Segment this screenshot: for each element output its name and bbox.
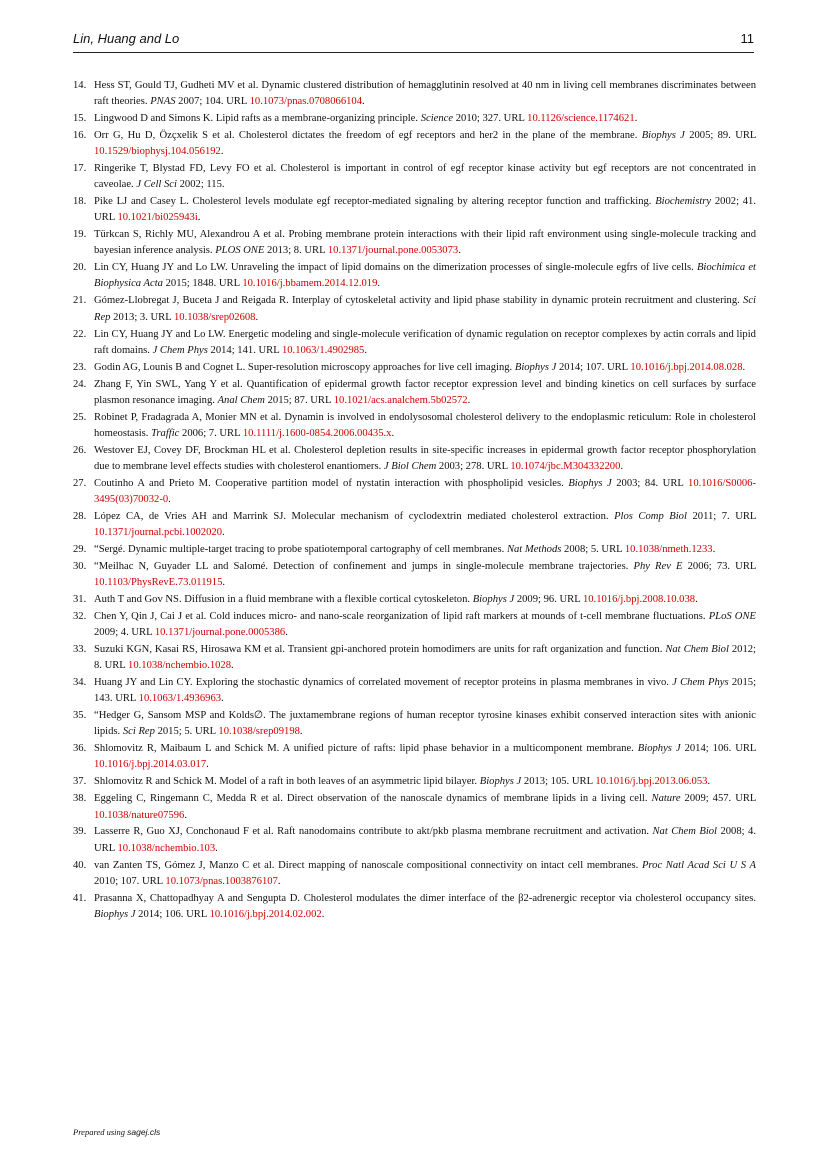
reference-journal: J Biol Chem <box>383 460 437 472</box>
reference-authors: Prasanna X, Chattopadhyay A and Sengupta D. <box>94 892 301 904</box>
reference-authors: Ringerike T, Blystad FD, Levy FO et al. <box>94 163 277 175</box>
reference-number: 26. <box>73 444 87 456</box>
reference-authors: Coutinho A and Prieto M. <box>94 477 211 489</box>
reference-item: 23. Godin AG, Lounis B and Cognet L. Super-resolution microscopy approaches for live cell imaging. Biophys J 2014; 107. URL 10.1016/j.bpj.2014.08.028. <box>73 360 756 376</box>
reference-journal: Nat Chem Biol <box>665 644 729 656</box>
reference-title: Direct mapping of nanoscale compositional connectivity on intact cell membranes. <box>278 859 639 871</box>
reference-doi-link[interactable]: 10.1038/nmeth.1233 <box>624 543 713 555</box>
reference-doi-link[interactable]: 10.1371/journal.pcbi.1002020 <box>94 527 222 538</box>
reference-title: Probing membrane protein interactions with their lipid raft environment using single-molecule tracking and bayesian inference analysis. <box>94 229 756 257</box>
reference-number: 36. <box>73 743 87 755</box>
reference-details: 2003; 84. URL <box>616 477 684 489</box>
reference-authors: Robinet P, Fradagrada A, Monier MN et al. <box>94 411 282 423</box>
reference-details: 2014; 106. URL <box>684 743 756 755</box>
reference-journal: Biophys J <box>568 477 612 489</box>
reference-item: 32. Chen Y, Qin J, Cai J et al. Cold induces micro- and nano-scale reorganization of lipid raft markers at mounds of t-cell membrane fluctuations. PLoS ONE 2009; 4. URL 10.1371/journal.pone.0005386. <box>73 611 756 639</box>
reference-details: 2002; 41. URL <box>94 196 757 224</box>
reference-journal: Nat Methods <box>506 543 562 555</box>
reference-details: 2015; 5. URL <box>157 726 216 738</box>
reference-doi-link[interactable]: 10.1063/1.4936963 <box>138 693 222 705</box>
reference-title: Cold induces micro- and nano-scale reorganization of lipid raft markers at mounds of t-cell membrane fluctuations. <box>209 611 706 623</box>
reference-title: Dynamin is involved in endolysosomal cholesterol delivery to the endoplasmic reticulum: Role in cholesterol homeostasis. <box>94 411 756 439</box>
reference-item: 24. Zhang F, Yin SWL, Yang Y et al. Quantification of epidermal growth factor receptor expression level and binding kinetics on cell surfaces by surface plasmon resonance imaging. Anal Chem 2015; 87. URL 10.1021/acs.analchem.5b02572. <box>73 378 757 406</box>
reference-title: Unraveling the impact of lipid domains on the dimerization processes of single-molecule egfrs of live cells. <box>230 262 694 274</box>
reference-doi-link[interactable]: 10.1016/j.bpj.2014.03.017 <box>94 759 207 771</box>
reference-doi-link[interactable]: 10.1016/S0006-3495(03)70032-0 <box>94 477 757 505</box>
reference-doi-link[interactable]: 10.1371/journal.pone.0053073 <box>327 245 459 257</box>
reference-item: 36. Shlomovitz R, Maibaum L and Schick M. A unified picture of rafts: lipid phase behavior in a multicomponent membrane. Biophys J 2014; 106. URL 10.1016/j.bpj.2014.03.017. <box>73 743 756 771</box>
reference-journal: Biophys J <box>479 776 522 788</box>
reference-details: 2006; 7. URL <box>182 427 241 439</box>
reference-number: 31. <box>73 594 87 606</box>
reference-title: Cholesterol depletion results in site-specific increases in epidermal growth factor receptor phosphorylation due to membrane level effects studies with cholesterol enantiomers. <box>94 444 756 472</box>
reference-doi-link[interactable]: 10.1529/biophysj.104.056192 <box>94 146 221 158</box>
reference-details: 2010; 107. URL <box>94 875 163 887</box>
reference-details: 2013; 3. URL <box>113 311 172 323</box>
reference-number: 24. <box>73 378 87 390</box>
reference-item: 28. López CA, de Vries AH and Marrink SJ. Molecular mechanism of cyclodextrin mediated cholesterol extraction. Plos Comp Biol 2011; 7. URL 10.1371/journal.pcbi.1002020. <box>73 510 756 538</box>
reference-details: 2013; 105. URL <box>523 776 593 788</box>
reference-authors: Auth T and Gov NS. <box>94 594 182 606</box>
reference-list <box>73 78 756 924</box>
reference-number: 41. <box>73 892 87 904</box>
reference-item: 26. Westover EJ, Covey DF, Brockman HL et al. Cholesterol depletion results in site-specific increases in epidermal growth factor receptor phosphorylation due to membrane level effects studies with cholesterol enantiomers. J Biol Chem 2003; 278. URL 10.1074/jbc.M304332200. <box>73 444 756 472</box>
reference-details: 2007; 104. URL <box>178 96 247 108</box>
reference-item: 19. Türkcan S, Richly MU, Alexandrou A et al. Probing membrane protein interactions with their lipid raft environment using single-molecule tracking and bayesian inference analysis. PLOS ONE 2013; 8. URL 10.1371/journal.pone.0053073. <box>73 229 756 257</box>
reference-authors: Zhang F, Yin SWL, Yang Y et al. <box>94 378 243 390</box>
reference-number: 30. <box>73 560 87 572</box>
reference-number: 15. <box>73 113 87 125</box>
reference-details: 2005; 89. URL <box>689 130 756 142</box>
reference-journal: Biophys J <box>514 361 557 373</box>
reference-journal: Sci Rep <box>122 726 155 738</box>
reference-journal: Biophys J <box>472 594 515 606</box>
reference-item <box>73 161 756 193</box>
reference-title: Raft nanodomains contribute to akt/pkb plasma membrane recruitment and activation. <box>277 826 650 838</box>
reference-journal: Sci Rep <box>94 295 756 323</box>
reference-details: 2009; 457. URL <box>684 793 756 805</box>
reference-authors: Gómez-Llobregat J, Buceta J and Reigada R. <box>94 295 289 307</box>
reference-authors: Türkcan S, Richly MU, Alexandrou A et al. <box>94 229 285 241</box>
reference-doi-link[interactable]: 10.1021/bi025943i <box>117 212 198 224</box>
reference-item: 14. Hess ST, Gould TJ, Gudheti MV et al. Dynamic clustered distribution of hemagglutinin resolved at 40 nm in living cell membranes discriminates between raft theories. PNAS 2007; 104. URL 10.1073/pnas.0708066104. <box>73 80 756 108</box>
reference-number: 20. <box>73 262 87 274</box>
reference-authors: “Sergé. <box>94 543 126 555</box>
reference-details: 2014; 106. URL <box>138 908 207 920</box>
reference-item: 21. Gómez-Llobregat J, Buceta J and Reigada R. Interplay of cytoskeletal activity and lipid phase stability in dynamic protein recruitment and clustering. Sci Rep 2013; 3. URL 10.1038/srep02608. <box>73 295 756 323</box>
reference-number: 40. <box>73 859 87 871</box>
reference-details: 2015; 1848. URL <box>165 278 240 290</box>
reference-item: 41. Prasanna X, Chattopadhyay A and Sengupta D. Cholesterol modulates the dimer interface of the β2-adrenergic receptor via cholesterol occupancy sites. Biophys J 2014; 106. URL 10.1016/j.bpj.2014.02.002. <box>73 892 756 920</box>
reference-details: 2012; 8. URL <box>94 644 756 672</box>
reference-number: 25. <box>73 411 87 423</box>
header-rule <box>73 52 754 53</box>
reference-journal: Traffic <box>151 427 180 439</box>
reference-doi-link[interactable]: 10.1016/j.bpj.2013.06.053 <box>595 776 708 788</box>
reference-journal: PLOS ONE <box>215 245 265 257</box>
reference-journal: Biophys J <box>637 743 681 755</box>
reference-title: Direct observation of the nanoscale dynamics of membrane lipids in a living cell. <box>286 793 648 805</box>
reference-number: 23. <box>73 361 87 373</box>
reference-item: 31. Auth T and Gov NS. Diffusion in a fluid membrane with a flexible cortical cytoskeleton. Biophys J 2009; 96. URL 10.1016/j.bpj.2008.10.038. <box>73 592 756 608</box>
reference-number: 28. <box>73 510 87 522</box>
reference-details: 2014; 107. URL <box>558 361 628 373</box>
reference-details: 2006; 73. URL <box>687 560 756 572</box>
reference-title: Transient gpi-anchored protein homodimers are units for raft organization and function. <box>287 644 663 656</box>
reference-authors: “Hedger G, Sansom MSP and Kolds∅. <box>94 710 266 722</box>
reference-item: 15. Lingwood D and Simons K. Lipid rafts as a membrane-organizing principle. Science 2010; 327. URL 10.1126/science.1174621. <box>73 111 756 127</box>
reference-authors: Suzuki KGN, Kasai RS, Hirosawa KM et al. <box>94 644 286 656</box>
reference-journal: Biochimica et Biophysica Acta <box>94 262 756 290</box>
reference-doi-link[interactable]: 10.1371/journal.pone.0005386 <box>154 627 286 639</box>
footer-class-file: sagej.cls <box>127 1127 161 1137</box>
reference-authors: “Meilhac N, Guyader LL and Salomé. <box>94 560 268 572</box>
reference-authors: Lasserre R, Guo XJ, Conchonaud F et al. <box>94 826 274 838</box>
reference-doi-link[interactable]: 10.1073/pnas.1003876107 <box>165 875 278 887</box>
reference-number: 32. <box>73 611 87 623</box>
reference-authors: Pike LJ and Casey L. <box>94 196 189 208</box>
reference-doi-link[interactable]: 10.1073/pnas.0708066104 <box>249 96 363 108</box>
reference-authors: Lingwood D and Simons K. <box>94 113 214 125</box>
reference-doi-link[interactable]: 10.1016/j.bpj.2008.10.038 <box>582 594 696 606</box>
reference-journal: PLoS ONE <box>708 611 756 623</box>
reference-item: 37. Shlomovitz R and Schick M. Model of a raft in both leaves of an asymmetric lipid bilayer. Biophys J 2013; 105. URL 10.1016/j.bpj.2013.06.053. <box>73 774 756 790</box>
reference-title: Cholesterol dictates the freedom of egf receptors and her2 in the plane of the membrane. <box>238 130 638 142</box>
reference-journal: Biophys J <box>94 908 136 920</box>
reference-journal: Biophys J <box>641 130 685 142</box>
reference-details: 2011; 7. URL <box>692 510 756 522</box>
reference-doi-link[interactable]: 10.1016/j.bpj.2014.08.028 <box>630 361 743 373</box>
reference-authors: López CA, de Vries AH and Marrink SJ. <box>94 510 287 522</box>
reference-title: Cooperative partition model of nystatin interaction with phospholipid vesicles. <box>215 477 564 489</box>
reference-item: 34. Huang JY and Lin CY. Exploring the stochastic dynamics of correlated movement of receptor proteins in plasma membranes in vivo. J Chem Phys 2015; 143. URL 10.1063/1.4936963. <box>73 677 757 705</box>
reference-authors: Chen Y, Qin J, Cai J et al. <box>94 611 207 623</box>
reference-doi-link[interactable]: 10.1038/srep09198 <box>218 726 300 738</box>
reference-authors: van Zanten TS, Gómez J, Manzo C et al. <box>94 859 275 871</box>
reference-authors: Eggeling C, Ringemann C, Medda R et al. <box>94 793 283 805</box>
reference-number: 35. <box>73 710 87 722</box>
reference-item: 27. Coutinho A and Prieto M. Cooperative partition model of nystatin interaction with phospholipid vesicles. Biophys J 2003; 84. URL 10.1016/S0006-3495(03)70032-0. <box>73 477 757 505</box>
reference-title: Energetic modeling and single-molecule verification of dynamic regulation on receptor complexes by actin corrals and lipid raft domains. <box>94 328 756 356</box>
reference-doi-link[interactable]: 10.1038/nchembio.103 <box>117 842 216 854</box>
reference-details: 2008; 4. URL <box>94 826 756 854</box>
reference-item: 40. van Zanten TS, Gómez J, Manzo C et al. Direct mapping of nanoscale compositional connectivity on intact cell membranes. Proc Natl Acad Sci U S A 2010; 107. URL 10.1073/pnas.1003876107. <box>73 859 756 887</box>
reference-title: Cholesterol levels modulate egf receptor-mediated signaling by altering receptor function and trafficking. <box>192 196 652 208</box>
reference-number: 37. <box>73 776 87 788</box>
reference-number: 39. <box>73 826 87 838</box>
reference-number: 33. <box>73 644 87 656</box>
reference-authors: Westover EJ, Covey DF, Brockman HL et al. <box>94 444 291 456</box>
reference-item: 22. Lin CY, Huang JY and Lo LW. Energetic modeling and single-molecule verification of dynamic regulation on receptor complexes by actin corrals and lipid raft domains. J Chem Phys 2014; 141. URL 10.1063/1.4902985. <box>73 328 756 356</box>
reference-journal: J Chem Phys <box>672 677 729 689</box>
reference-journal: Nat Chem Biol <box>652 826 718 838</box>
running-header-authors: Lin, Huang and Lo <box>73 31 180 46</box>
reference-title: Lipid rafts as a membrane-organizing principle. <box>215 113 419 125</box>
reference-doi-link[interactable]: 10.1016/j.bbamem.2014.12.019 <box>242 278 378 290</box>
reference-journal: J Cell Sci <box>136 179 177 191</box>
reference-number: 38. <box>73 793 87 805</box>
reference-details: 2010; 327. URL <box>455 113 525 125</box>
reference-doi-link[interactable]: 10.1038/nature07596 <box>94 809 185 821</box>
reference-details: 2013; 8. URL <box>267 245 326 257</box>
reference-title: Dynamic multiple-target tracing to probe spatiotemporal cartography of cell membranes. <box>127 543 505 555</box>
reference-authors: Lin CY, Huang JY and Lo LW. <box>94 328 226 340</box>
reference-title: Super-resolution microscopy approaches for live cell imaging. <box>247 361 513 373</box>
reference-authors: Orr G, Hu D, Özçxelik S et al. <box>94 130 235 142</box>
reference-title: Interplay of cytoskeletal activity and lipid phase stability in dynamic protein recruitment and clustering. <box>292 295 740 307</box>
reference-authors: Hess ST, Gould TJ, Gudheti MV et al. <box>94 80 259 91</box>
reference-title: Dynamic clustered distribution of hemagglutinin resolved at 40 nm in living cell membranes discriminates between raft theories. <box>94 80 756 108</box>
reference-number: 29. <box>73 543 87 555</box>
reference-item: 30. “Meilhac N, Guyader LL and Salomé. Detection of confinement and jumps in single-molecule membrane trajectories. Phy Rev E 2006; 73. URL 10.1103/PhysRevE.73.011915. <box>73 560 756 589</box>
reference-item: 35. “Hedger G, Sansom MSP and Kolds∅. The juxtamembrane regions of human receptor tyrosine kinases exhibit conserved interaction sites with anionic lipids. Sci Rep 2015; 5. URL 10.1038/srep09198. <box>73 710 757 738</box>
reference-title: The juxtamembrane regions of human receptor tyrosine kinases exhibit conserved interaction sites with anionic lipids. <box>94 710 757 738</box>
reference-item: 38. Eggeling C, Ringemann C, Medda R et al. Direct observation of the nanoscale dynamics of membrane lipids in a living cell. Nature 2009; 457. URL 10.1038/nature07596. <box>73 793 756 821</box>
reference-journal: J Chem Phys <box>152 344 208 356</box>
reference-number: 16. <box>73 130 87 142</box>
running-header <box>73 31 754 53</box>
reference-authors: Godin AG, Lounis B and Cognet L. <box>94 361 246 373</box>
reference-item: 16. Orr G, Hu D, Özçxelik S et al. Cholesterol dictates the freedom of egf receptors and her2 in the plane of the membrane. Biophys J 2005; 89. URL 10.1529/biophysj.104.056192. <box>73 130 756 158</box>
reference-details: 2008; 5. URL <box>564 543 623 555</box>
reference-item: 25. Robinet P, Fradagrada A, Monier MN et al. Dynamin is involved in endolysosomal cholesterol delivery to the endoplasmic reticulum: Role in cholesterol homeostasis. Traffic 2006; 7. URL 10.1111/j.1600-0854.2006.00435.x. <box>73 411 756 439</box>
reference-doi-link[interactable]: 10.1111/j.1600-0854.2006.00435.x <box>242 427 392 439</box>
reference-title: A unified picture of rafts: lipid phase behavior in a multicomponent membrane. <box>282 743 634 755</box>
reference-details: 2014; 141. URL <box>210 344 280 356</box>
reference-item: 29. “Sergé. Dynamic multiple-target tracing to probe spatiotemporal cartography of cell membranes. Nat Methods 2008; 5. URL 10.1038/nmeth.1233. <box>73 542 756 558</box>
reference-authors: Huang JY and Lin CY. <box>94 677 193 689</box>
reference-title: Detection of confinement and jumps in single-molecule membrane trajectories. <box>273 560 629 572</box>
reference-journal: Proc Natl Acad Sci U S A <box>641 859 756 871</box>
reference-details: 2009; 4. URL <box>94 627 153 639</box>
reference-number: 14. <box>73 80 87 91</box>
footer-prefix: Prepared using <box>73 1127 126 1137</box>
reference-title: Diffusion in a fluid membrane with a flexible cortical cytoskeleton. <box>184 594 471 606</box>
reference-details: 2015; 87. URL <box>267 394 332 406</box>
reference-journal: PNAS <box>150 96 176 108</box>
reference-details: 2009; 96. URL <box>516 594 581 606</box>
reference-journal: Phy Rev E <box>633 560 683 572</box>
reference-journal: Biochemistry <box>655 196 712 208</box>
footer <box>73 1127 160 1137</box>
reference-details: 2015; 143. URL <box>94 677 757 705</box>
reference-doi-link[interactable]: 10.1103/PhysRevE.73.011915 <box>94 577 223 589</box>
reference-item: 18. Pike LJ and Casey L. Cholesterol levels modulate egf receptor-mediated signaling by altering receptor function and trafficking. Biochemistry 2002; 41. URL 10.1021/bi025943i. <box>73 196 757 224</box>
reference-number: 18. <box>73 196 87 208</box>
reference-doi-link[interactable]: 10.1016/j.bpj.2014.02.002 <box>209 908 322 920</box>
reference-doi-link[interactable]: 10.1074/jbc.M304332200 <box>510 460 621 472</box>
reference-doi-link[interactable]: 10.1126/science.1174621 <box>527 113 635 125</box>
reference-title: Molecular mechanism of cyclodextrin mediated cholesterol extraction. <box>291 510 609 522</box>
reference-number: 21. <box>73 295 87 307</box>
reference-doi-link[interactable]: 10.1063/1.4902985 <box>281 344 365 356</box>
reference-authors: Shlomovitz R and Schick M. <box>94 776 217 788</box>
reference-title: Cholesterol modulates the dimer interface of the β2-adrenergic receptor via cholesterol occupancy sites. <box>303 892 756 904</box>
reference-number: 17. <box>73 163 87 175</box>
reference-journal: Anal Chem <box>217 394 265 406</box>
reference-journal: Plos Comp Biol <box>614 510 687 522</box>
reference-journal: Science <box>420 113 454 125</box>
reference-title: Exploring the stochastic dynamics of correlated movement of receptor proteins in plasma membranes in vivo. <box>195 677 669 689</box>
reference-details: 2002; 115. <box>179 179 225 191</box>
reference-authors: Lin CY, Huang JY and Lo LW. <box>94 262 228 274</box>
reference-title: Model of a raft in both leaves of an asymmetric lipid bilayer. <box>219 776 478 788</box>
reference-number: 27. <box>73 477 87 489</box>
reference-doi-link[interactable]: 10.1021/acs.analchem.5b02572 <box>333 394 468 406</box>
page-number: 11 <box>740 31 754 46</box>
reference-details: 2003; 278. URL <box>438 460 508 472</box>
reference-authors: Shlomovitz R, Maibaum L and Schick M. <box>94 743 280 755</box>
reference-journal: Nature <box>651 793 681 805</box>
reference-item: 33. Suzuki KGN, Kasai RS, Hirosawa KM et al. Transient gpi-anchored protein homodimers are units for raft organization and function. Nat Chem Biol 2012; 8. URL 10.1038/nchembio.1028. <box>73 644 756 672</box>
reference-title: Quantification of epidermal growth factor receptor expression level and binding kinetics on cell surfaces by surface plasmon resonance imaging. <box>94 378 757 406</box>
reference-item: 39. Lasserre R, Guo XJ, Conchonaud F et al. Raft nanodomains contribute to akt/pkb plasma membrane recruitment and activation. Nat Chem Biol 2008; 4. URL 10.1038/nchembio.103. <box>73 826 756 854</box>
reference-number: 22. <box>73 328 87 340</box>
reference-number: 34. <box>73 677 87 689</box>
reference-doi-link[interactable]: 10.1038/nchembio.1028 <box>128 660 232 672</box>
reference-number: 19. <box>73 229 87 241</box>
reference-item: 20. Lin CY, Huang JY and Lo LW. Unraveling the impact of lipid domains on the dimerization processes of single-molecule egfrs of live cells. Biochimica et Biophysica Acta 2015; 1848. URL 10.1016/j.bbamem.2014.12.019. <box>73 262 756 290</box>
reference-title: Cholesterol is important in control of egf receptor kinase activity but egf receptors are not concentrated in caveolae. <box>94 163 757 191</box>
reference-doi-link[interactable]: 10.1038/srep02608 <box>173 311 256 323</box>
